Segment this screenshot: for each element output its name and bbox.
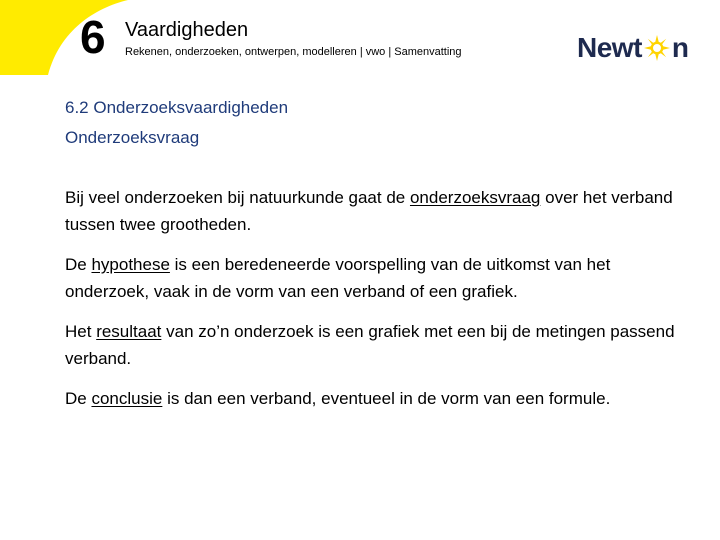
logo-text-after: n	[671, 32, 689, 63]
star-o-icon	[643, 34, 671, 62]
newton-logo	[577, 28, 689, 68]
summary-body	[65, 184, 675, 425]
term-onderzoeksvraag: onderzoeksvraag	[409, 188, 541, 207]
term-hypothese: hypothese	[91, 255, 170, 274]
section-subheading: Onderzoeksvraag	[65, 128, 200, 147]
section-heading: 6.2 Onderzoeksvaardigheden	[65, 98, 289, 117]
paragraph-result: Het resultaat van zo’n onderzoek is een grafiek met een bij de metingen passend verband.	[65, 322, 675, 368]
header-accent-shape	[0, 0, 130, 75]
term-conclusie: conclusie	[91, 389, 163, 408]
paragraph-conclusion: De conclusie is dan een verband, eventueel in de vorm van een formule.	[65, 389, 611, 408]
chapter-title: Vaardigheden	[125, 19, 249, 41]
paragraph-research-question: Bij veel onderzoeken bij natuurkunde gaat de onderzoeksvraag over het verband tussen twee grootheden.	[65, 188, 673, 234]
chapter-subtitle: Rekenen, onderzoeken, ontwerpen, modelleren | vwo | Samenvatting	[125, 46, 462, 58]
paragraph-hypothesis: De hypothese is een beredeneerde voorspelling van de uitkomst van het onderzoek, vaak in de vorm van een verband of een grafiek.	[65, 255, 611, 301]
logo-text-before: Newt	[577, 32, 642, 63]
term-resultaat: resultaat	[96, 322, 162, 341]
chapter-number: 6	[80, 11, 105, 63]
